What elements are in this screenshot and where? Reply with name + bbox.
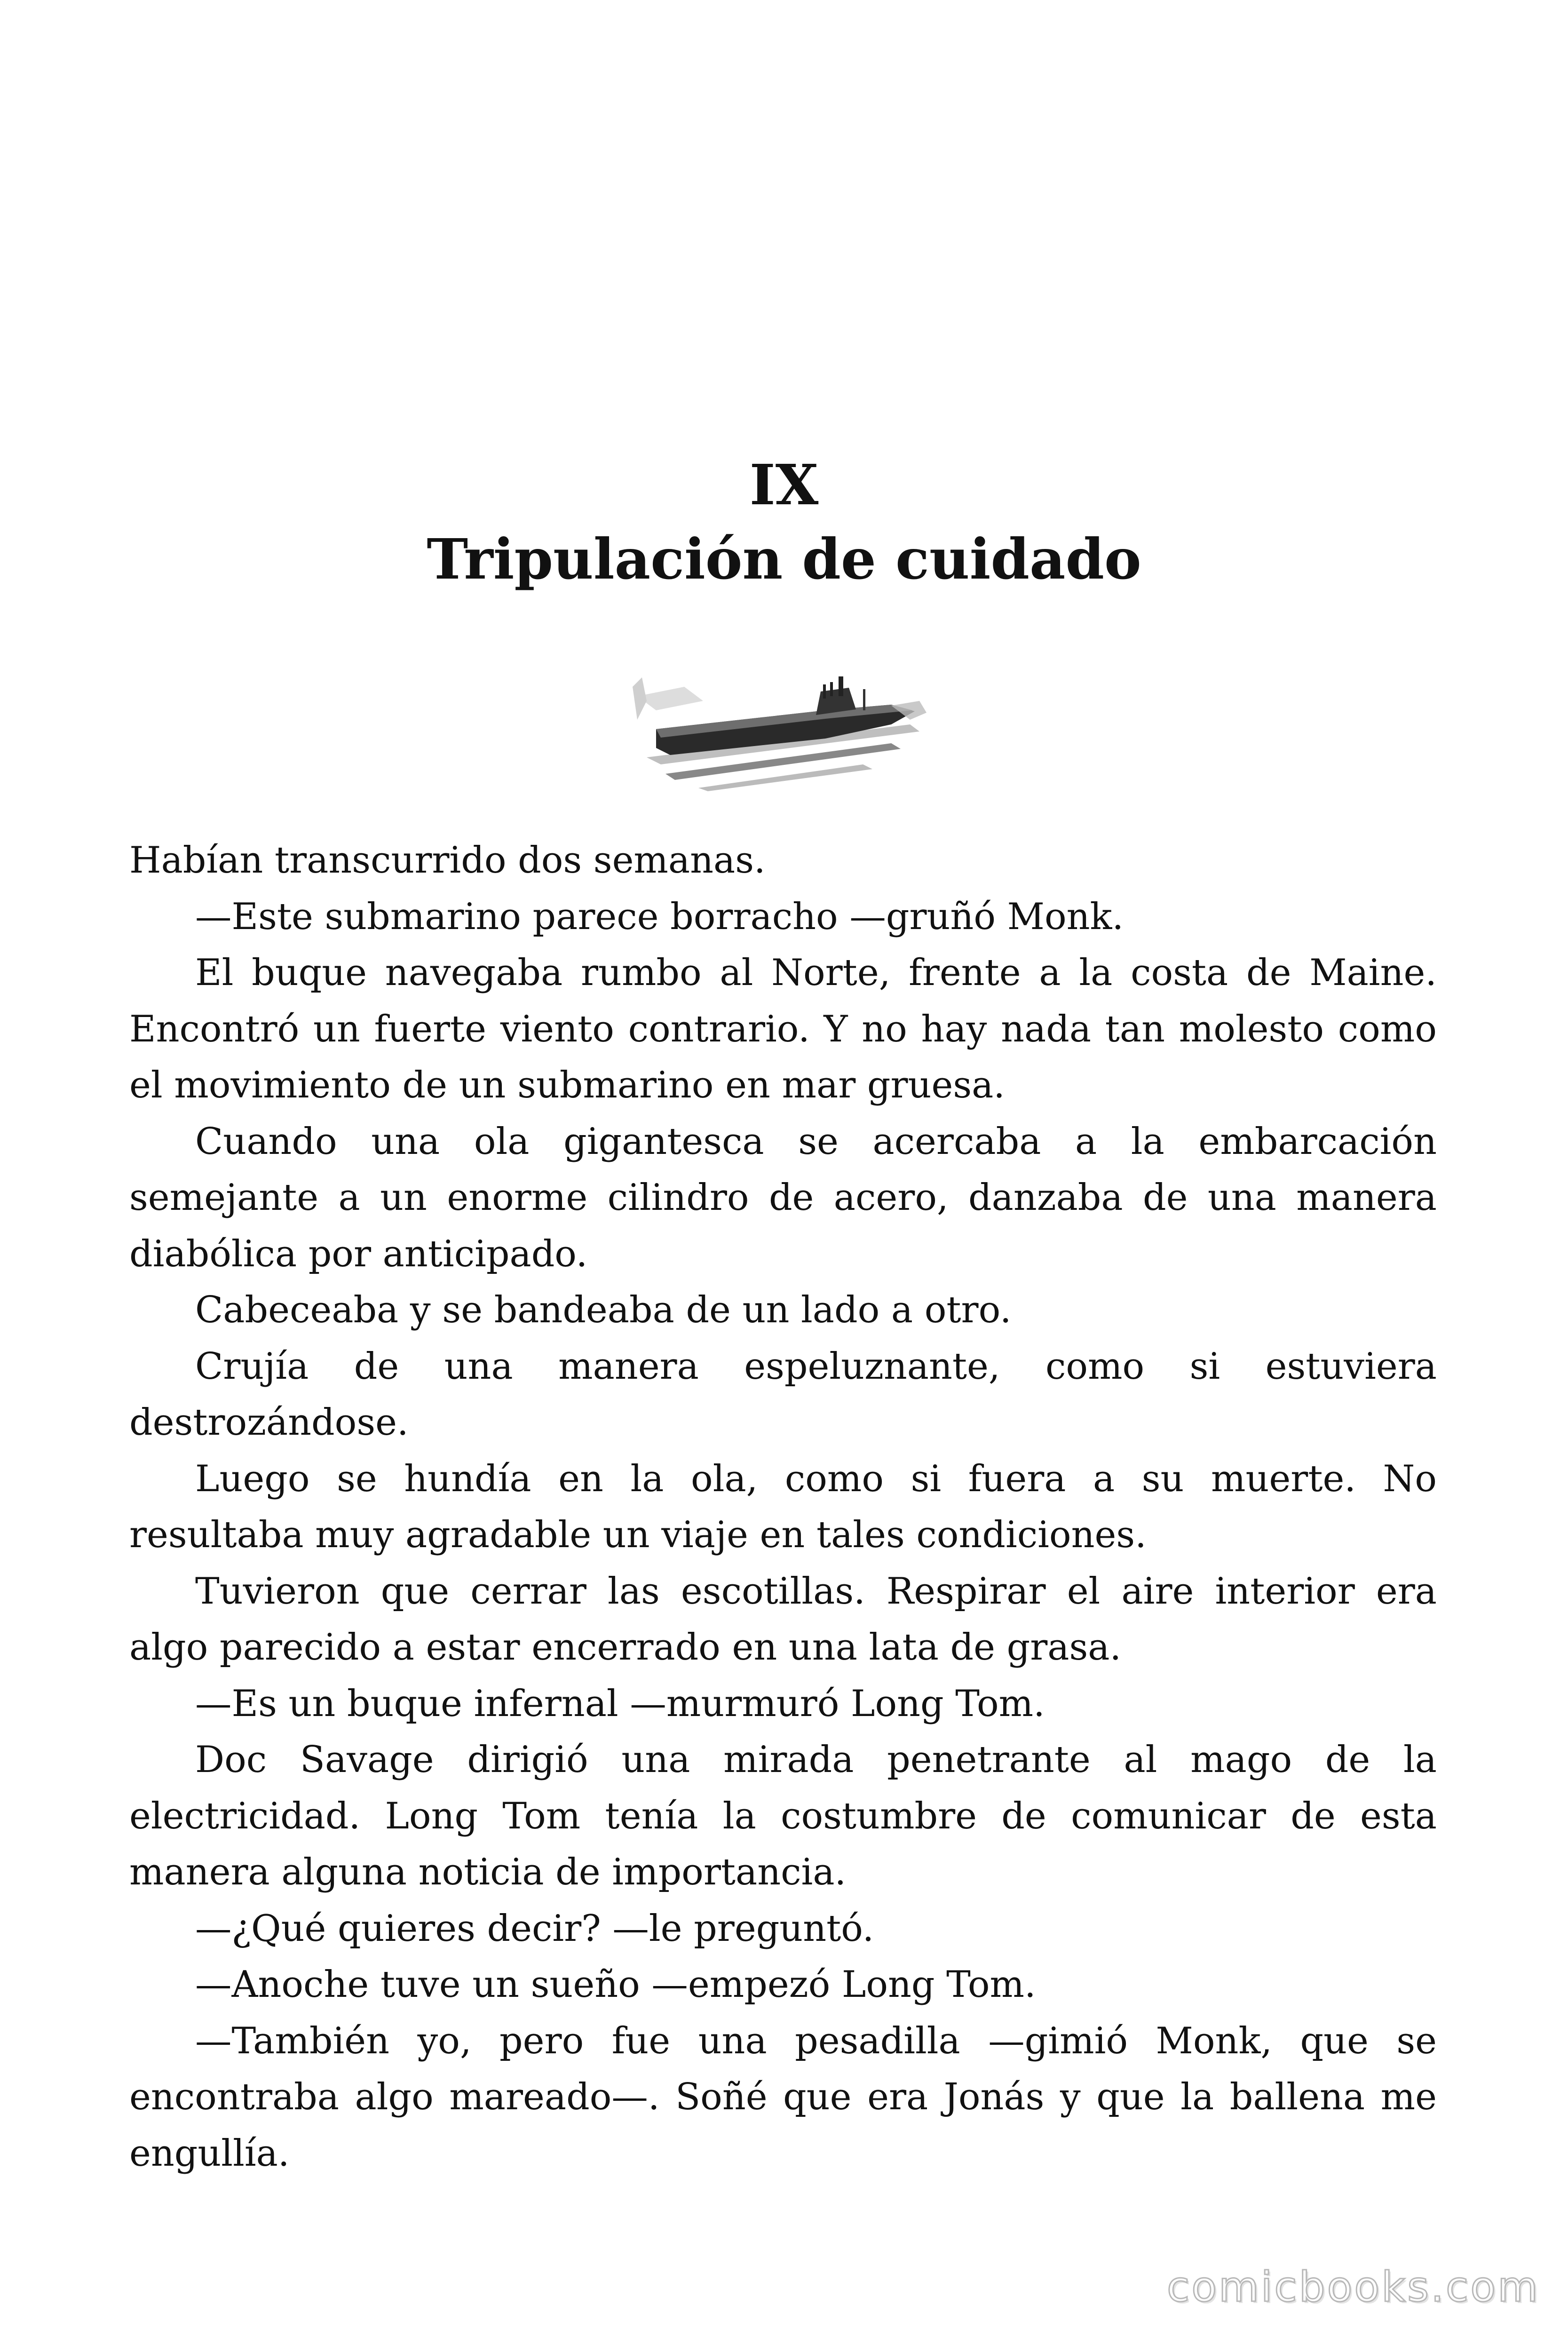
paragraph: —También yo, pero fue una pesadilla —gimió Monk, que se encontraba algo mareado—. Soñé que era Jonás y que la ballena me engullía.: [129, 2019, 1437, 2175]
paragraph: El buque navegaba rumbo al Norte, frente a la costa de Maine. Encontró un fuerte viento contrario. Y no hay nada tan molesto como el movimiento de un submarino en mar gruesa.: [129, 952, 1437, 1106]
paragraph: Cabeceaba y se bandeaba de un lado a otro.: [195, 1289, 1012, 1331]
paragraph: —¿Qué quieres decir? —le preguntó.: [195, 1907, 874, 1950]
body-text: [129, 833, 1437, 2182]
paragraph: Luego se hundía en la ola, como si fuera a su muerte. No resultaba muy agradable un viaje en tales condiciones.: [129, 1457, 1437, 1556]
paragraph: Doc Savage dirigió una mirada penetrante al mago de la electricidad. Long Tom tenía la costumbre de comunicar de esta manera alguna noticia de importancia.: [129, 1739, 1437, 1893]
chapter-title: Tripulación de cuidado: [427, 526, 1141, 592]
submarine-illustration: [628, 668, 929, 800]
chapter-number: IX: [749, 452, 819, 517]
paragraph: Tuvieron que cerrar las escotillas. Respirar el aire interior era algo parecido a estar encerrado en una lata de grasa.: [129, 1570, 1437, 1669]
watermark: comicbooks.com: [1166, 2263, 1540, 2311]
paragraph: Crujía de una manera espeluznante, como si estuviera destrozándose.: [129, 1345, 1437, 1444]
paragraph: Cuando una ola gigantesca se acercaba a la embarcación semejante a un enorme cilindro de acero, danzaba de una manera diabólica por anticipado.: [129, 1120, 1437, 1275]
paragraph: —Anoche tuve un sueño —empezó Long Tom.: [195, 1963, 1036, 2006]
paragraph: —Es un buque infernal —murmuró Long Tom.: [195, 1682, 1045, 1725]
paragraph: Habían transcurrido dos semanas.: [129, 839, 766, 882]
paragraph: —Este submarino parece borracho —gruñó Monk.: [195, 895, 1124, 938]
